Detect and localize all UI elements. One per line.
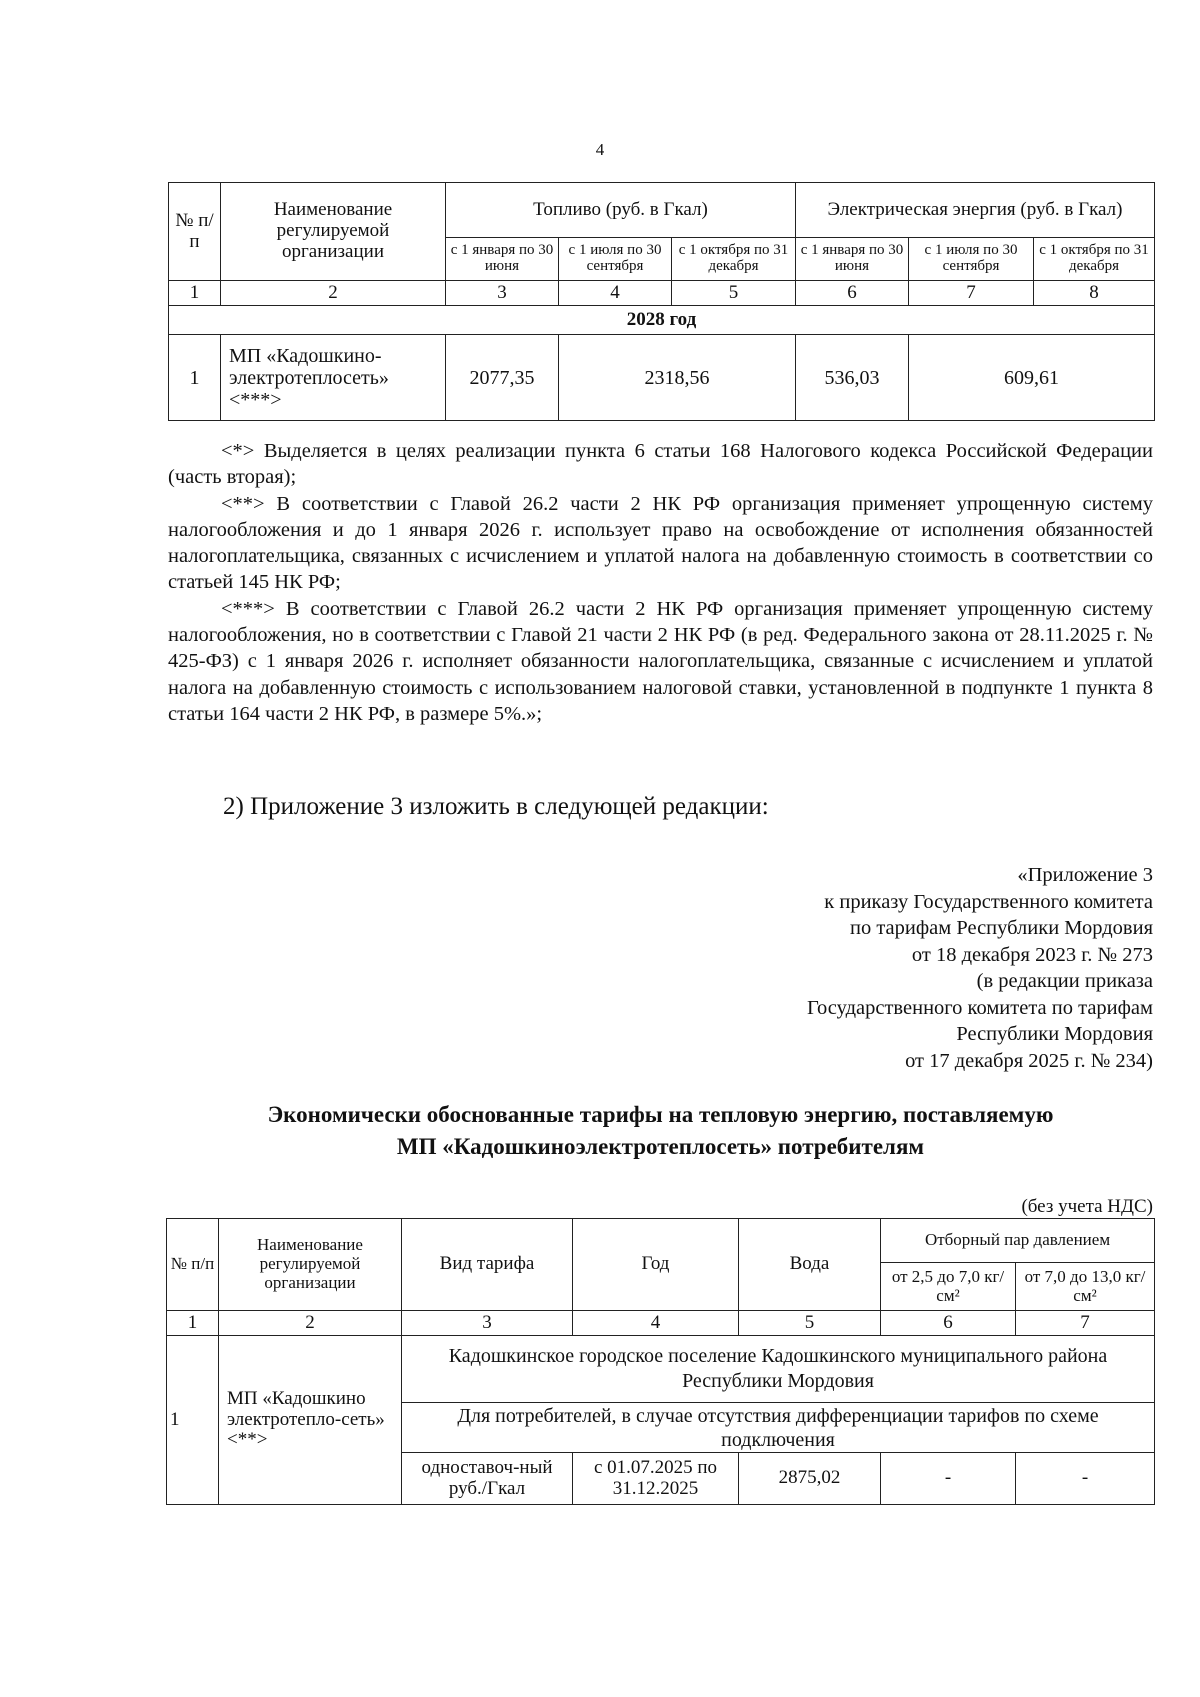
fuel-value-2: 2318,56 xyxy=(559,335,796,421)
water-value: 2875,02 xyxy=(739,1453,881,1505)
header-org: Наименование регулируемой организации xyxy=(221,183,446,281)
tariff-table xyxy=(166,1218,1155,1505)
settlement-row: Кадошкинское городское поселение Кадошкинского муниципального района Республики Мордовия xyxy=(402,1336,1155,1403)
header-steam-high: от 7,0 до 13,0 кг/см² xyxy=(1016,1263,1155,1311)
row-num: 1 xyxy=(167,1336,219,1505)
title-line-1: Экономически обоснованные тарифы на тепловую энергию, поставляемую xyxy=(267,1102,1054,1127)
header-steam: Отборный пар давлением xyxy=(881,1219,1155,1263)
row-num: 1 xyxy=(169,335,221,421)
appendix-line: «Приложение 3 xyxy=(1017,864,1153,886)
col-number: 5 xyxy=(672,281,796,306)
header-power: Электрическая энергия (руб. в Гкал) xyxy=(796,183,1155,238)
header-period-oct: с 1 октября по 31 декабря xyxy=(1034,238,1155,281)
header-steam-low: от 2,5 до 7,0 кг/см² xyxy=(881,1263,1016,1311)
consumers-row: Для потребителей, в случае отсутствия дифференциации тарифов по схеме подключения xyxy=(402,1403,1155,1453)
appendix-line: по тарифам Республики Мордовия xyxy=(849,917,1153,939)
header-num: № п/п xyxy=(167,1219,219,1311)
col-number: 1 xyxy=(169,281,221,306)
appendix-line: Государственного комитета по тарифам xyxy=(807,996,1153,1019)
col-number: 4 xyxy=(559,281,672,306)
steam-low-value: - xyxy=(881,1453,1016,1505)
appendix-line: к приказу Государственного комитета xyxy=(824,890,1153,913)
document-title xyxy=(168,1099,1153,1163)
col-number: 3 xyxy=(446,281,559,306)
header-tariff-type: Вид тарифа xyxy=(402,1219,573,1311)
col-number: 7 xyxy=(909,281,1034,306)
vat-note: (без учета НДС) xyxy=(1021,1196,1153,1217)
col-number: 6 xyxy=(881,1311,1016,1336)
col-number: 6 xyxy=(796,281,909,306)
appendix-line: от 18 декабря 2023 г. № 273 xyxy=(911,943,1153,966)
header-period-jul: с 1 июля по 30 сентября xyxy=(909,238,1034,281)
footnotes xyxy=(168,438,1153,727)
appendix-line: от 17 декабря 2025 г. № 234) xyxy=(905,1049,1153,1072)
page-number: 4 xyxy=(595,140,605,159)
col-number: 5 xyxy=(739,1311,881,1336)
header-org: Наименование регулируемой организации xyxy=(219,1219,402,1311)
year-row: 2028 год xyxy=(169,306,1155,335)
header-num: № п/п xyxy=(169,183,221,281)
col-number: 2 xyxy=(221,281,446,306)
fuel-power-table xyxy=(168,182,1155,421)
power-value-2: 609,61 xyxy=(909,335,1155,421)
header-period-jan: с 1 января по 30 июня xyxy=(796,238,909,281)
header-fuel: Топливо (руб. в Гкал) xyxy=(446,183,796,238)
footnote-1: <*> Выделяется в целях реализации пункта 6 статьи 168 Налогового кодекса Российской Федерации (часть вторая); xyxy=(168,440,1153,489)
footnote-3: <***> В соответствии с Главой 26.2 части 2 НК РФ организация применяет упрощенную систему налогообложения, но в соответствии с Главой 21 части 2 НК РФ (в ред. Федерального закона от 28.11.2025 г. № 425-ФЗ) с 1 января 2026 г. исполняет обязанности налогоплательщика, связанные с исчислением и уплатой налога на добавленную стоимость с использованием налоговой ставки, установленной в подпункте 1 пункта 8 статьи 164 части 2 НК РФ, в размере 5%.»; xyxy=(168,597,1153,725)
footnote-2: <**> В соответствии с Главой 26.2 части 2 НК РФ организация применяет упрощенную систему налогообложения и до 1 января 2026 г. использует право на освобождение от исполнения обязанностей налогоплательщика, связанных с исчислением и уплатой налога на добавленную стоимость в соответствии со статьей 145 НК РФ; xyxy=(168,492,1153,594)
header-year: Год xyxy=(573,1219,739,1311)
row-org: МП «Кадошкино-электротеплосеть» <***> xyxy=(221,335,446,421)
title-line-2: МП «Кадошкиноэлектротеплосеть» потребителям xyxy=(396,1134,925,1159)
row-org: МП «Кадошкино электротепло-сеть» <**> xyxy=(219,1336,402,1505)
header-water: Вода xyxy=(739,1219,881,1311)
tariff-period: с 01.07.2025 по 31.12.2025 xyxy=(573,1453,739,1505)
col-number: 8 xyxy=(1034,281,1155,306)
col-number: 3 xyxy=(402,1311,573,1336)
header-period-jul: с 1 июля по 30 сентября xyxy=(559,238,672,281)
item-2-heading: 2) Приложение 3 изложить в следующей редакции: xyxy=(223,793,769,820)
appendix-line: (в редакции приказа xyxy=(976,970,1153,992)
appendix-header xyxy=(807,862,1153,1074)
col-number: 4 xyxy=(573,1311,739,1336)
appendix-line: Республики Мордовия xyxy=(956,1023,1153,1045)
header-period-jan: с 1 января по 30 июня xyxy=(446,238,559,281)
col-number: 7 xyxy=(1016,1311,1155,1336)
col-number: 2 xyxy=(219,1311,402,1336)
power-value-1: 536,03 xyxy=(796,335,909,421)
col-number: 1 xyxy=(167,1311,219,1336)
header-period-oct: с 1 октября по 31 декабря xyxy=(672,238,796,281)
tariff-kind: одноставоч-ный руб./Гкал xyxy=(402,1453,573,1505)
steam-high-value: - xyxy=(1016,1453,1155,1505)
fuel-value-1: 2077,35 xyxy=(446,335,559,421)
